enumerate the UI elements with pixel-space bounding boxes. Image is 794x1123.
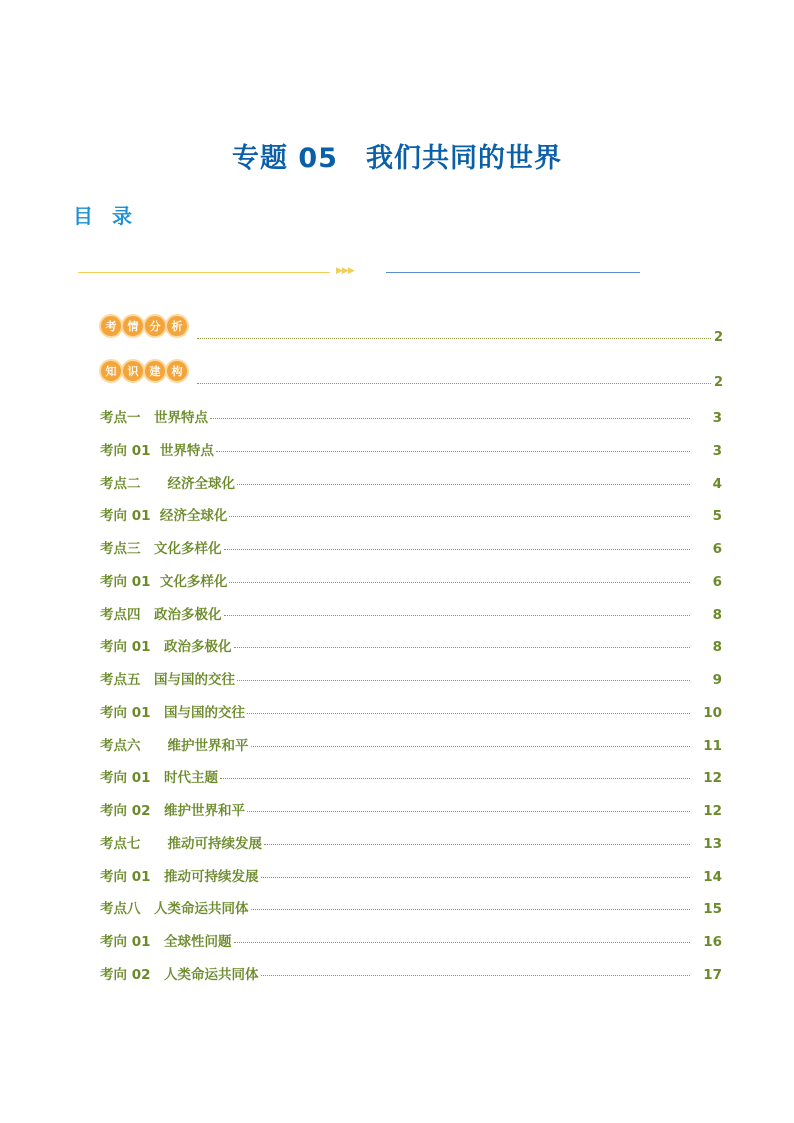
- dot-leader: [224, 549, 691, 550]
- page-number: 3: [712, 442, 722, 459]
- dot-leader: [247, 811, 690, 812]
- toc-entry-label: 考点四 政治多极化: [100, 606, 222, 623]
- toc-entry-label: 考向 01 全球性问题: [100, 934, 232, 950]
- divider-line-right: [386, 272, 640, 273]
- toc-entry-label: 考点七 推动可持续发展: [100, 835, 262, 852]
- toc-entry-kaoqing[interactable]: [101, 316, 723, 346]
- toc-entry-label: 考向 01 国与国的交往: [100, 704, 245, 721]
- toc-entry[interactable]: [100, 701, 722, 721]
- dot-leader: [220, 778, 690, 779]
- page-number: 14: [703, 868, 722, 885]
- toc-entry[interactable]: [100, 897, 722, 917]
- page-number: 17: [703, 966, 722, 983]
- dot-leader: [197, 338, 711, 339]
- toc-entry-label: 考向 01 世界特点: [100, 442, 214, 459]
- badge-label: [101, 316, 187, 340]
- toc-entry-label: 考向 01 文化多样化: [100, 573, 228, 590]
- divider-line-left: [78, 272, 330, 273]
- toc-entry[interactable]: [100, 766, 722, 786]
- badge-char: 建: [145, 361, 165, 381]
- toc-entry[interactable]: [100, 472, 722, 492]
- badge-char: 构: [167, 361, 187, 381]
- page-number: 6: [712, 541, 722, 557]
- toc-entry[interactable]: [100, 963, 722, 983]
- toc-entry-label: 考向 02 维护世界和平: [100, 803, 245, 819]
- dot-leader: [229, 582, 690, 583]
- page-number: 5: [712, 508, 722, 525]
- dot-leader: [224, 615, 691, 616]
- toc-entry[interactable]: [100, 832, 722, 852]
- badge-label: [101, 361, 187, 385]
- toc-entry-label: 考点一 世界特点: [100, 410, 208, 426]
- badge-char: 识: [123, 361, 143, 381]
- toc-entry-label: 考向 02 人类命运共同体: [100, 966, 259, 983]
- badge-char: 析: [167, 316, 187, 336]
- dot-leader: [251, 909, 691, 910]
- page-number: 11: [703, 737, 722, 754]
- toc-entry[interactable]: [100, 635, 722, 655]
- badge-char: 情: [123, 316, 143, 336]
- page-number: 2: [713, 375, 723, 390]
- toc-entry-label: 考向 01 推动可持续发展: [100, 868, 259, 885]
- toc-entry-zhishi[interactable]: [101, 361, 723, 391]
- toc-entry-label: 考向 01 经济全球化: [100, 508, 228, 525]
- page-title: 专题 05 我们共同的世界: [232, 143, 562, 174]
- toc-entry-label: 考点五 国与国的交往: [100, 672, 235, 688]
- toc-entry-label: 考点三 文化多样化: [100, 541, 222, 557]
- badge-char: 知: [101, 361, 121, 381]
- page-number: 6: [712, 573, 722, 590]
- page-number: 13: [703, 835, 722, 852]
- arrow-icon: ▶▶▶: [336, 266, 354, 276]
- dot-leader: [251, 746, 691, 747]
- toc-entry-label: 考点八 人类命运共同体: [100, 901, 249, 918]
- dot-leader: [210, 418, 690, 419]
- toc-entry[interactable]: [100, 504, 722, 524]
- toc-entry[interactable]: [100, 865, 722, 885]
- toc-heading: 目 录: [73, 204, 138, 228]
- page-number: 15: [703, 901, 722, 918]
- toc-entry-label: 考向 01 时代主题: [100, 770, 218, 787]
- page-number: 8: [712, 639, 722, 656]
- toc-entry[interactable]: [100, 930, 722, 950]
- dot-leader: [261, 877, 691, 878]
- toc-entry[interactable]: [100, 570, 722, 590]
- dot-leader: [261, 975, 691, 976]
- toc-entry[interactable]: [100, 603, 722, 623]
- toc-entry[interactable]: [100, 439, 722, 459]
- toc-entry[interactable]: [100, 537, 722, 557]
- dot-leader: [216, 451, 690, 452]
- page-number: 9: [712, 672, 722, 688]
- toc-entry-label: 考点六 维护世界和平: [100, 737, 249, 754]
- dot-leader: [247, 713, 690, 714]
- dot-leader: [237, 680, 690, 681]
- dot-leader: [264, 844, 690, 845]
- badge-char: 分: [145, 316, 165, 336]
- toc-entry[interactable]: [100, 799, 722, 819]
- toc-entry[interactable]: [100, 668, 722, 688]
- page-number: 12: [703, 803, 722, 819]
- page-number: 8: [712, 606, 722, 623]
- page-number: 16: [703, 934, 722, 950]
- page-number: 4: [712, 475, 722, 492]
- dot-leader: [234, 647, 691, 648]
- badge-char: 考: [101, 316, 121, 336]
- page-number: 12: [703, 770, 722, 787]
- page-number: 3: [712, 410, 722, 426]
- page-number: 2: [713, 330, 723, 345]
- dot-leader: [197, 383, 711, 384]
- toc-entry-label: 考点二 经济全球化: [100, 475, 235, 492]
- decorative-divider: [78, 266, 640, 280]
- toc-entry[interactable]: [100, 734, 722, 754]
- toc-entry-label: 考向 01 政治多极化: [100, 639, 232, 656]
- page-number: 10: [703, 704, 722, 721]
- toc-entry[interactable]: [100, 406, 722, 426]
- dot-leader: [237, 484, 690, 485]
- dot-leader: [229, 516, 690, 517]
- dot-leader: [234, 942, 691, 943]
